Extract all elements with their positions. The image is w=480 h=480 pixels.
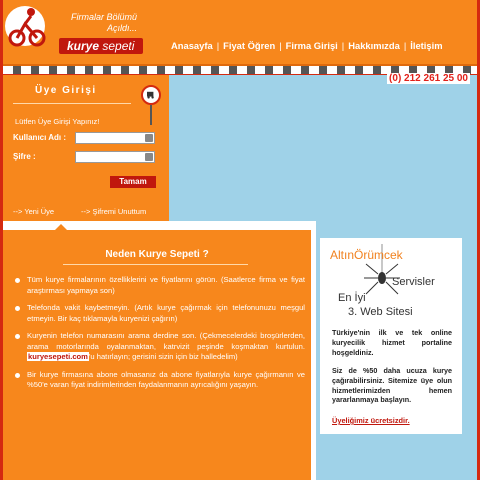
nav-separator: | [403, 39, 407, 51]
divider [13, 103, 131, 104]
new-member-link[interactable]: --> Yeni Üye [13, 207, 55, 216]
award-brand [330, 248, 403, 262]
keyboard-icon[interactable] [145, 153, 153, 161]
firm-announcement-line1: Firmalar Bölümü [70, 12, 137, 22]
award-services: Servisler [392, 276, 435, 288]
free-membership-link[interactable]: Üyeliğimiz ücretsizdir. [332, 416, 410, 425]
panel-notch [55, 224, 67, 230]
list-item [15, 275, 305, 296]
sky-area [169, 75, 477, 221]
welcome-text: Türkiye'nin ilk ve tek online kuryecilik hizmet portaline hoşgeldiniz. [332, 328, 452, 357]
keyboard-icon[interactable] [145, 134, 153, 142]
username-input[interactable] [75, 132, 155, 144]
list-item [15, 331, 305, 363]
password-input[interactable] [75, 151, 155, 163]
nav-separator: | [216, 39, 220, 51]
list-item [15, 303, 305, 324]
main-nav [171, 38, 443, 52]
award-web: 3. Web Sitesi [348, 306, 413, 318]
login-title: Üye Girişi [35, 85, 97, 96]
list-item-text: Kuryenin telefon numarasını arama derdine son. (Çekmecelerdeki broşürlerden, arama motorlarında oyalanmaktan, katrvizit peşinde koşmaktan kurtulun. [27, 331, 305, 351]
list-item [15, 370, 305, 391]
firm-announcement-line2: Açıldı... [106, 23, 137, 33]
brand-light: sepeti [102, 39, 135, 53]
login-submit-button[interactable]: Tamam [110, 176, 156, 188]
username-label: Kullanıcı Adı : [13, 133, 67, 142]
nav-item-iletisim[interactable]: İletişim [410, 39, 443, 51]
forgot-password-link[interactable]: --> Şifremi Unuttum [81, 207, 147, 216]
nav-item-hakkimizda[interactable]: Hakkımızda [348, 39, 400, 51]
logo[interactable] [3, 0, 143, 64]
list-item-text: 'u hatırlayın; gerisini sizin için biz halledelim) [88, 352, 238, 361]
road-sign-pole [150, 105, 152, 125]
nav-item-firma-girisi[interactable]: Firma Girişi [285, 39, 338, 51]
award-best: En İyi [338, 292, 366, 304]
header [0, 0, 480, 66]
why-title: Neden Kurye Sepeti ? [105, 249, 209, 260]
courier-scooter-icon [3, 2, 63, 62]
list-item-text: Tüm kurye firmalarının özelliklerini ve fiyatlarını görün. (Saatlerce firma ve fiyat araştırması yapmaya son) [27, 275, 305, 295]
award-brand-text: AltınÖrümcek [330, 248, 403, 262]
frame-left [0, 0, 3, 480]
why-list [15, 275, 305, 398]
info-box [320, 238, 462, 434]
phone-number: (0) 212 261 25 00 [389, 73, 468, 84]
why-panel [3, 230, 311, 480]
award-badge [326, 244, 454, 316]
road-sign-icon [141, 85, 161, 105]
brand-bold: kurye [67, 39, 100, 53]
site-highlight: kuryesepeti.com [28, 352, 88, 361]
nav-item-fiyat-ogren[interactable]: Fiyat Öğren [223, 39, 276, 51]
brand-name [59, 38, 143, 54]
password-label: Şifre : [13, 152, 36, 161]
login-hint: Lütfen Üye Girişi Yapınız! [15, 117, 100, 126]
nav-separator: | [279, 39, 282, 51]
nav-item-anasayfa[interactable]: Anasayfa [171, 39, 213, 51]
list-item-text: Bir kurye firmasına abone olmasanız da abone fiyatlarıyla kurye çağırmanın ve %50'e varan fiyat indirimlerinden faydalanmanın ayrıcalığını yaşayın. [27, 369, 305, 389]
list-item-text: Telefonda vakit kaybetmeyin. (Artık kurye çağırmak için telefonunuzu meşgul etmeyin. Bir kaç tıklamayla kuryenizi çağırın) [27, 303, 305, 323]
nav-separator: | [341, 39, 345, 51]
discount-text: Siz de %50 daha ucuza kurye çağırabilirsiniz. Sitemize üye olun hizmetlerimizden hemen yararlanmaya başlayın. [332, 366, 452, 405]
divider [63, 264, 248, 265]
firm-announcement [67, 12, 137, 34]
login-panel [3, 75, 169, 221]
